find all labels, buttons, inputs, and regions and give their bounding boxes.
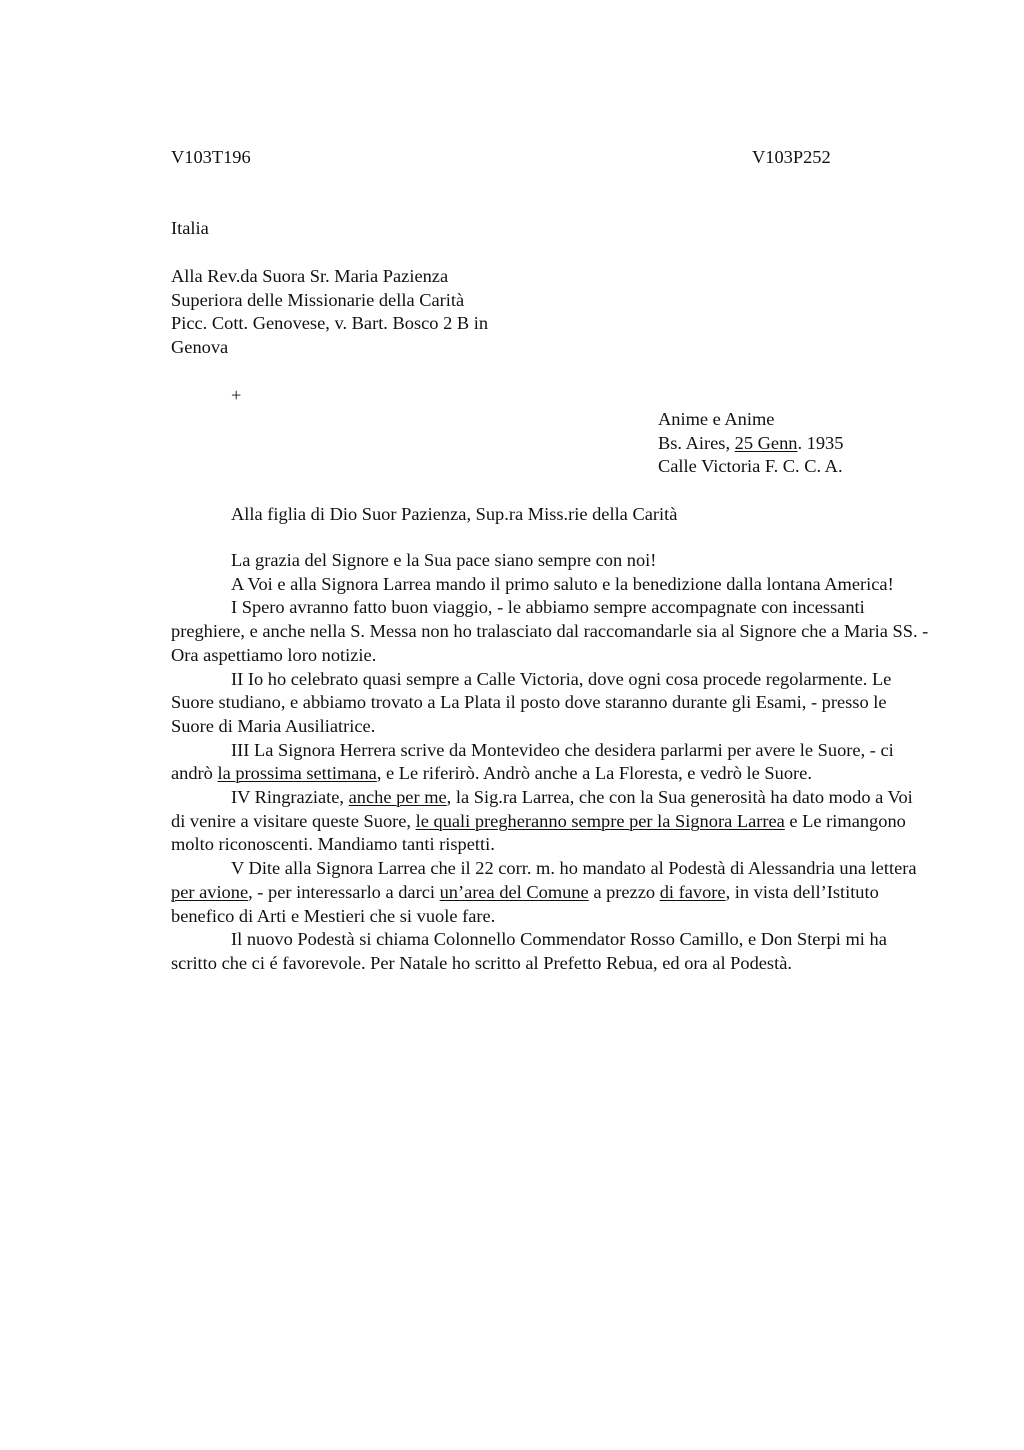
paragraph-4-underlined: la prossima settimana: [217, 763, 377, 784]
body-paragraph-3: II Io ho celebrato quasi sempre a Calle Victoria, dove ogni cosa procede regolarmente. Le Suore studiano, e abbiamo trovato a La Plata il posto dove staranno durante gli Esami, - presso le Suore di Maria Ausiliatrice.: [171, 668, 892, 736]
paragraph-6-text-b: , - per interessarlo a darci: [248, 881, 440, 902]
address-line-4: Genova: [171, 337, 229, 358]
paragraph-6-text-d: , in vista dell’Istituto benefico di Arti e Mestieri che si vuole fare.: [171, 881, 879, 926]
paragraph-5-underlined-2: le quali pregheranno sempre per la Signora Larrea: [415, 810, 785, 831]
place-date: [658, 432, 843, 456]
body-paragraph-6: [171, 857, 931, 928]
country-line: Italia: [171, 218, 209, 238]
salutation: Alla figlia di Dio Suor Pazienza, Sup.ra Miss.rie della Carità: [231, 504, 678, 524]
address-line-2: Superiora delle Missionarie della Carità: [171, 289, 465, 310]
place-prefix: Bs. Aires,: [658, 432, 735, 453]
address-line-3: Picc. Cott. Genovese, v. Bart. Bosco 2 B in: [171, 313, 489, 334]
body-paragraph-5: [171, 786, 931, 857]
paragraph-5-text-b: , la Sig.ra Larrea, che con la Sua generosità ha dato modo a Voi di venire a visitare queste Suore,: [171, 787, 913, 831]
paragraph-6-underlined-1: per avione: [171, 881, 249, 902]
date-underlined: 25 Genn: [734, 432, 798, 453]
address-line-1: Alla Rev.da Suora Sr. Maria Pazienza: [171, 266, 449, 286]
paragraph-6-underlined-2: un’area del Comune: [439, 881, 589, 902]
paragraph-6-text-c: a prezzo: [588, 881, 660, 902]
motto: Anime e Anime: [658, 409, 775, 429]
street-line: Calle Victoria F. C. C. A.: [658, 456, 843, 477]
cross-symbol: +: [231, 385, 242, 405]
body-paragraph-2: I Spero avranno fatto buon viaggio, - le abbiamo sempre accompagnate con incessanti preghiere, e anche nella S. Messa non ho tralasciato dal raccomandarle sia al Signore che a Maria SS. - Ora aspettiamo loro notizie.: [171, 597, 929, 665]
recipient-address: [171, 265, 931, 360]
paragraph-4-text-a: III La Signora Herrera scrive da Montevideo che desidera parlarmi per avere le Suore, - ci andrò: [171, 739, 894, 784]
paragraph-6-underlined-3: di favore: [659, 881, 726, 902]
paragraph-6-text-a: V Dite alla Signora Larrea che il 22 corr. m. ho mandato al Podestà di Alessandria una lettera: [231, 858, 917, 879]
letter-body: [171, 549, 931, 976]
body-paragraph-4: [171, 739, 931, 786]
archive-code-right: V103P252: [752, 147, 831, 167]
paragraph-4-text-b: , e Le riferirò. Andrò anche a La Floresta, e vedrò le Suore.: [376, 763, 812, 784]
body-paragraph-7: Il nuovo Podestà si chiama Colonnello Commendator Rosso Camillo, e Don Sterpi mi ha scritto che ci é favorevole. Per Natale ho scritto al Prefetto Rebua, ed ora al Podestà.: [171, 929, 887, 973]
year-suffix: . 1935: [797, 432, 844, 453]
archive-code-left: V103T196: [171, 147, 251, 167]
paragraph-5-text-a: IV Ringraziate,: [231, 787, 349, 808]
dateline: [658, 408, 843, 479]
body-paragraph-0: La grazia del Signore e la Sua pace siano sempre con noi!: [231, 550, 657, 570]
paragraph-5-underlined-1: anche per me: [348, 787, 447, 808]
paragraph-5-text-c: e Le rimangono molto riconoscenti. Mandiamo tanti rispetti.: [171, 810, 906, 855]
body-paragraph-1: A Voi e alla Signora Larrea mando il primo saluto e la benedizione dalla lontana America!: [231, 573, 894, 594]
